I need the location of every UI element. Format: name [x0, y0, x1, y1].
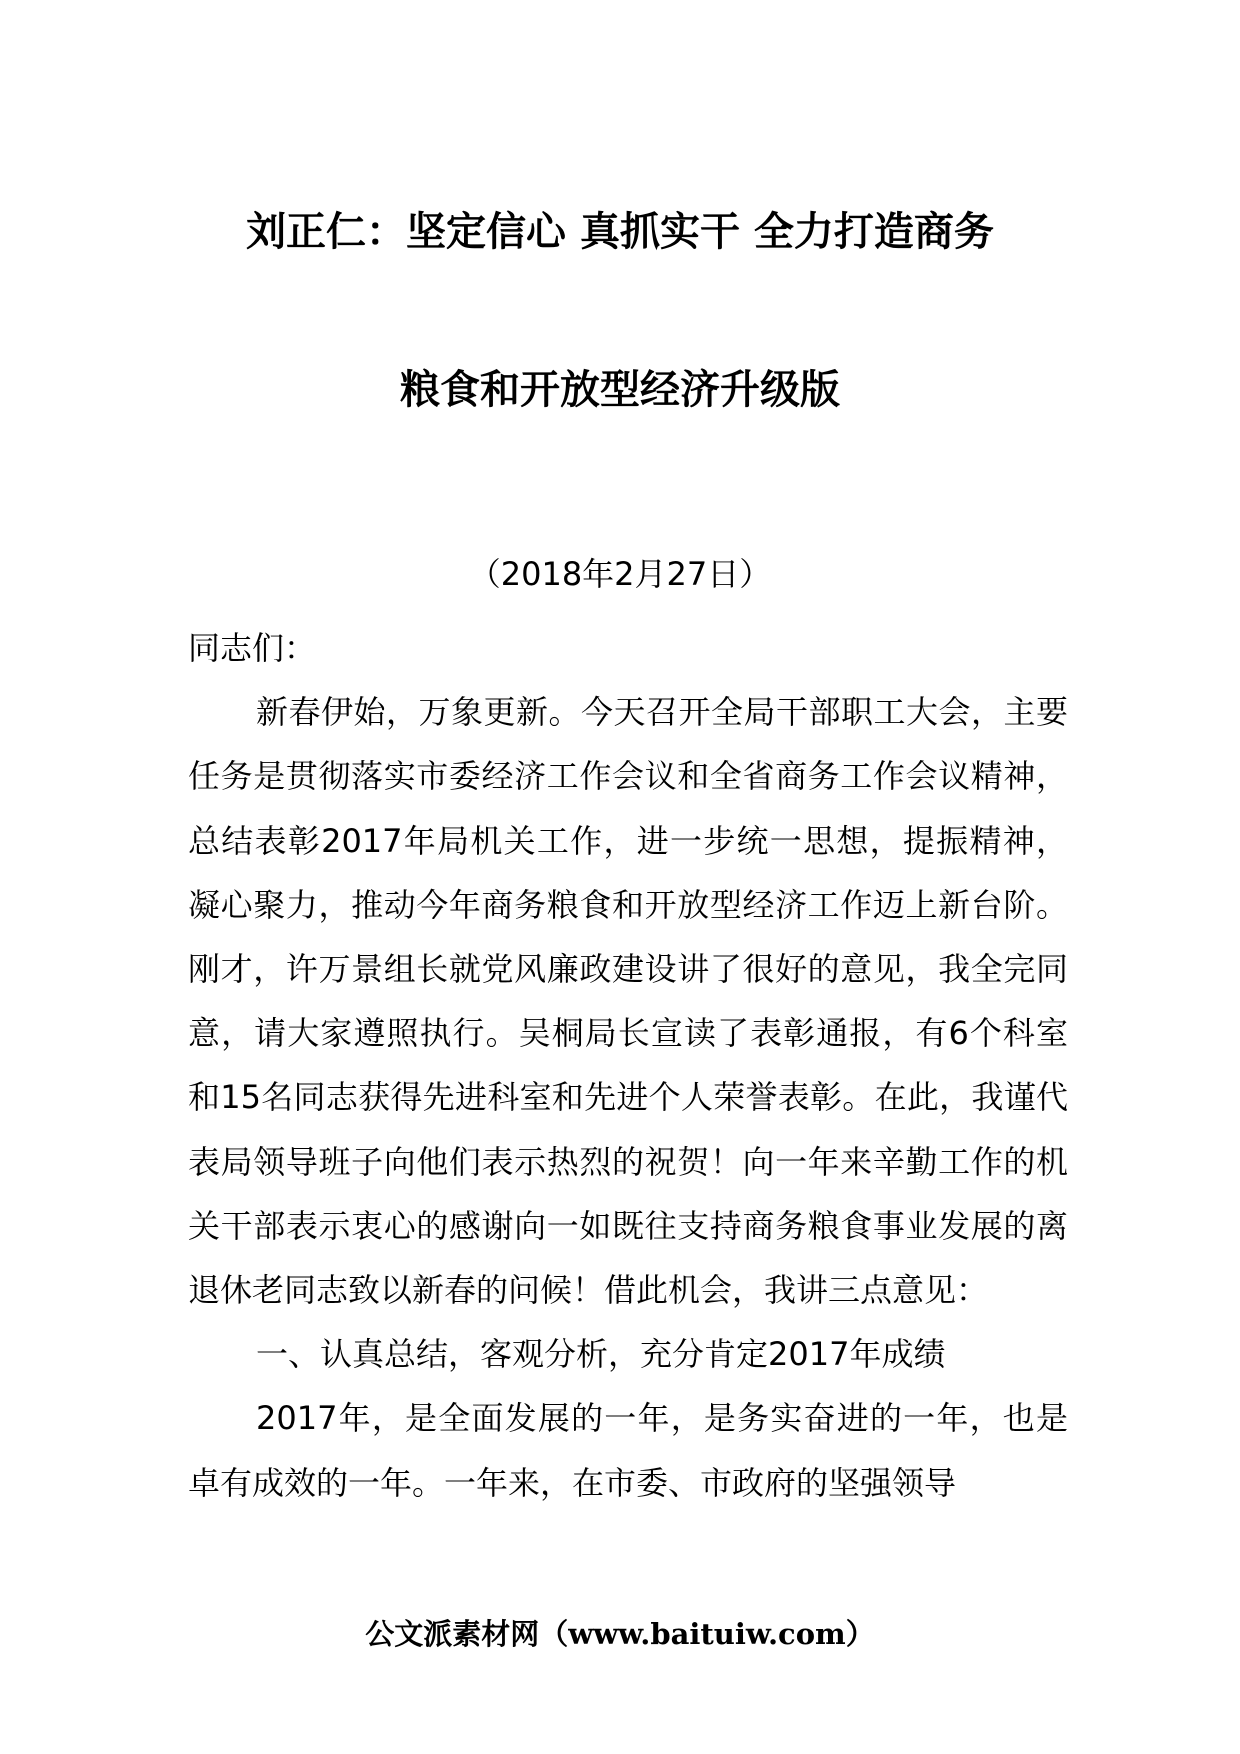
salutation: 同志们：: [188, 629, 317, 667]
paragraph-2017-review: 2017年，是全面发展的一年，是务实奋进的一年，也是卓有成效的一年。一年来，在市委、市政府的坚强领导: [188, 1399, 1068, 1502]
footer-watermark-text: 公文派素材网（www.baituiw.com）: [365, 1617, 875, 1651]
paragraph-opening: 新春伊始，万象更新。今天召开全局干部职工大会，主要任务是贯彻落实市委经济工作会议和全省商务工作会议精神，总结表彰2017年局机关工作，进一步统一思想，提振精神，凝心聚力，推动今年商务粮食和开放型经济工作迈上新台阶。刚才，许万景组长就党风廉政建设讲了很好的意见，我全完同意，请大家遵照执行。吴桐局长宣读了表彰通报，有6个科室和15名同志获得先进科室和先进个人荣誉表彰。在此，我谨代表局领导班子向他们表示热烈的祝贺！向一年来辛勤工作的机关干部表示衷心的感谢向一如既往支持商务粮食事业发展的离退休老同志致以新春的问候！借此机会，我讲三点意见：: [188, 693, 1068, 1310]
section-heading-1: 一、认真总结，客观分析，充分肯定2017年成绩: [256, 1335, 946, 1374]
document-body: [188, 616, 1068, 1515]
document-title-line-1: 刘正仁：坚定信心 真抓实干 全力打造商务: [246, 209, 994, 255]
document-date: （2018年2月27日）: [468, 555, 772, 593]
document-title-line-2: 粮食和开放型经济升级版: [400, 367, 840, 413]
